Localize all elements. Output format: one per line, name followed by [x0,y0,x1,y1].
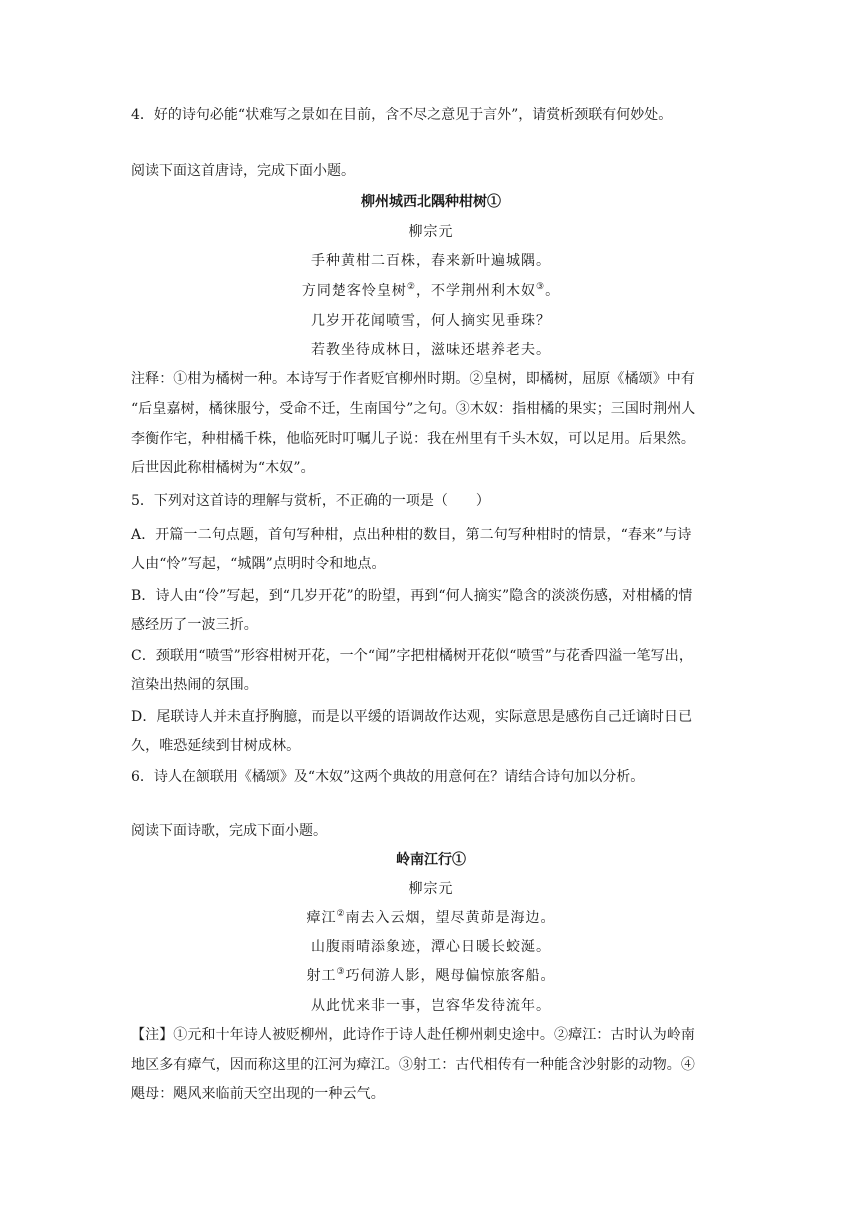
poem1-line-2 [131,280,731,300]
footnote-marker-2: ② [336,909,346,919]
question-6: 6．诗人在颔联用《橘颂》及“木奴”这两个典故的用意何在？请结合诗句加以分析。 [131,769,645,785]
option-c-line: C．颈联用“喷雪”形容柑树开花，一个“闻”字把柑橘树开花似“喷雪”与花香四溢一笔写出， [131,648,693,664]
poem2-line-1-part-a: 瘴江 [306,910,337,926]
poem1-line-3: 几岁开花闻喷雪，何人摘实见垂珠？ [311,313,551,329]
poem2-line-3 [131,965,731,985]
poem1-line-1: 手种黄柑二百株，春来新叶遍城隅。 [311,253,551,269]
question-5: 5．下列对这首诗的理解与赏析，不正确的一项是（ ） [131,493,490,509]
note1-line: 注释：①柑为橘树一种。本诗写于作者贬官柳州时期。②皇树，即橘树，屈原《橘颂》中有 [131,371,695,387]
poem2-line-1-part-b: 南去入云烟，望尽黄茆是海边。 [345,910,556,926]
footnote-marker-2: ② [406,282,416,292]
option-a-line: A．开篇一二句点题，首句写种柑，点出种柑的数目，第二句写种柑时的情景，“春来”与诗 [131,527,692,543]
poem1-line-2-part-b: ，不学荆州利木奴 [416,283,536,299]
poem2-author: 柳宗元 [408,881,454,897]
option-d-line: 久，唯恐延续到甘树成林。 [131,738,301,754]
option-d-line: D．尾联诗人并未直抒胸臆，而是以平缓的语调故作达观，实际意思是感伤自己迁谪时日已 [131,709,693,725]
poem2-title: 岭南江行① [396,852,466,868]
note2-line: 【注】①元和十年诗人被贬柳州，此诗作于诗人赴任柳州刺史途中。②瘴江：古时认为岭南 [131,1027,695,1043]
poem1-line-4: 若教坐待成林日，滋味还堪养老夫。 [311,342,551,358]
poem2-line-4: 从此忧来非一事，岂容华发待流年。 [311,998,551,1014]
note1-line: 后世因此称柑橘树为“木奴”。 [131,460,315,476]
footnote-marker-3: ③ [336,967,346,977]
reading-intro-1: 阅读下面这首唐诗，完成下面小题。 [131,163,355,179]
question-4: 4．好的诗句必能“状难写之景如在目前，含不尽之意见于言外”，请赏析颈联有何妙处。 [131,107,673,123]
poem2-line-3-part-b: 巧伺游人影，飓母偏惊旅客船。 [345,968,556,984]
poem1-author: 柳宗元 [408,224,454,240]
poem1-line-2-part-a: 方同楚客怜皇树 [301,283,407,299]
poem1-title: 柳州城西北隅种柑树① [361,194,501,210]
option-b-line: 感经历了一波三折。 [131,617,258,633]
note2-line: 飓母：飓风来临前天空出现的一种云气。 [131,1086,385,1102]
poem2-line-1 [131,907,731,927]
reading-intro-2: 阅读下面诗歌，完成下面小题。 [131,823,327,839]
poem1-line-2-part-c: 。 [545,283,561,299]
option-b-line: B．诗人由“伶”写起，到“几岁开花”的盼望，再到“何人摘实”隐含的淡淡伤感，对柑橘的情 [131,588,693,604]
option-c-line: 渲染出热闹的氛围。 [131,677,258,693]
option-a-line: 人由“怜”写起，“城隅”点明时令和地点。 [131,556,386,572]
footnote-marker-3: ③ [536,282,546,292]
note2-line: 地区多有瘴气，因而称这里的江河为瘴江。③射工：古代相传有一种能含沙射影的动物。④ [131,1057,695,1073]
note1-line: “后皇嘉树，橘徕服兮，受命不迁，生南国兮”之句。③木奴：指柑橘的果实；三国时荆州人 [131,401,696,417]
poem2-line-2: 山腹雨晴添象迹，潭心日暖长蛟涎。 [311,939,551,955]
note1-line: 李衡作宅，种柑橘千株，他临死时叮嘱儿子说：我在州里有千头木奴，可以足用。后果然。 [131,431,695,447]
poem2-line-3-part-a: 射工 [306,968,337,984]
